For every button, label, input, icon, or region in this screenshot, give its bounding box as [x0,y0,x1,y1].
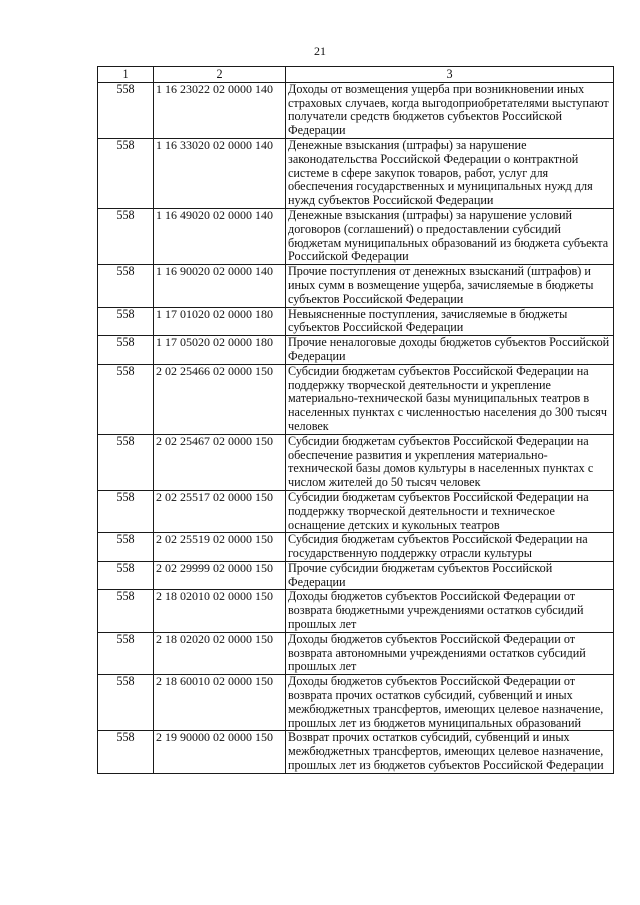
table-row [98,364,614,434]
revenue-code-cell: 1 16 23022 02 0000 140 [154,82,286,138]
table-row [98,561,614,590]
revenue-codes-table [97,66,614,774]
revenue-description-cell: Доходы бюджетов субъектов Российской Федерации от возврата автономными учреждениями остатков субсидий прошлых лет [286,632,614,674]
revenue-code-cell: 2 18 02010 02 0000 150 [154,590,286,632]
table-row [98,632,614,674]
admin-code-cell: 558 [98,364,154,434]
revenue-code-cell: 2 02 29999 02 0000 150 [154,561,286,590]
header-col-1: 1 [98,67,154,83]
revenue-description-cell: Прочие субсидии бюджетам субъектов Российской Федерации [286,561,614,590]
revenue-code-cell: 2 02 25519 02 0000 150 [154,533,286,562]
admin-code-cell: 558 [98,307,154,336]
revenue-code-cell: 1 16 33020 02 0000 140 [154,138,286,208]
revenue-description-cell: Денежные взыскания (штрафы) за нарушение условий договоров (соглашений) о предоставлении субсидий бюджетам муниципальных образований из бюджета субъекта Российской Федерации [286,208,614,264]
admin-code-cell: 558 [98,208,154,264]
table-row [98,82,614,138]
admin-code-cell: 558 [98,138,154,208]
admin-code-cell: 558 [98,675,154,731]
admin-code-cell: 558 [98,336,154,365]
admin-code-cell: 558 [98,434,154,490]
revenue-description-cell: Доходы бюджетов субъектов Российской Федерации от возврата прочих остатков субсидий, субвенций и иных межбюджетных трансфертов, имеющих целевое назначение, прошлых лет из бюджетов муниципальных образований [286,675,614,731]
table-row [98,590,614,632]
revenue-code-cell: 1 16 90020 02 0000 140 [154,265,286,307]
admin-code-cell: 558 [98,533,154,562]
table-row [98,675,614,731]
revenue-code-cell: 2 18 02020 02 0000 150 [154,632,286,674]
revenue-description-cell: Прочие поступления от денежных взысканий (штрафов) и иных сумм в возмещение ущерба, зачисляемые в бюджеты субъектов Российской Федерации [286,265,614,307]
revenue-description-cell: Субсидии бюджетам субъектов Российской Федерации на поддержку творческой деятельности и укрепление материально-технической базы муниципальных театров в населенных пунктах с численностью населения до 300 тысяч человек [286,364,614,434]
revenue-description-cell: Доходы бюджетов субъектов Российской Федерации от возврата бюджетными учреждениями остатков субсидий прошлых лет [286,590,614,632]
revenue-code-cell: 2 02 25467 02 0000 150 [154,434,286,490]
table-row [98,490,614,532]
admin-code-cell: 558 [98,731,154,773]
admin-code-cell: 558 [98,82,154,138]
revenue-code-cell: 1 17 05020 02 0000 180 [154,336,286,365]
revenue-code-cell: 1 16 49020 02 0000 140 [154,208,286,264]
revenue-description-cell: Невыясненные поступления, зачисляемые в бюджеты субъектов Российской Федерации [286,307,614,336]
revenue-description-cell: Прочие неналоговые доходы бюджетов субъектов Российской Федерации [286,336,614,365]
table-row [98,265,614,307]
revenue-description-cell: Субсидия бюджетам субъектов Российской Федерации на государственную поддержку отрасли культуры [286,533,614,562]
revenue-code-cell: 2 18 60010 02 0000 150 [154,675,286,731]
table-row [98,307,614,336]
admin-code-cell: 558 [98,490,154,532]
revenue-description-cell: Субсидии бюджетам субъектов Российской Федерации на обеспечение развития и укрепления материально-технической базы домов культуры в населенных пунктах с числом жителей до 50 тысяч человек [286,434,614,490]
table-row [98,533,614,562]
revenue-description-cell: Доходы от возмещения ущерба при возникновении иных страховых случаев, когда выгодоприобретателями выступают получатели средств бюджетов субъектов Российской Федерации [286,82,614,138]
table-row [98,208,614,264]
revenue-code-cell: 2 02 25517 02 0000 150 [154,490,286,532]
admin-code-cell: 558 [98,590,154,632]
revenue-code-cell: 2 19 90000 02 0000 150 [154,731,286,773]
table-row [98,731,614,773]
page-number: 21 [314,44,326,58]
table-body [98,82,614,773]
table-row [98,336,614,365]
revenue-description-cell: Субсидии бюджетам субъектов Российской Федерации на поддержку творческой деятельности и техническое оснащение детских и кукольных театров [286,490,614,532]
admin-code-cell: 558 [98,265,154,307]
revenue-description-cell: Денежные взыскания (штрафы) за нарушение законодательства Российской Федерации о контрактной системе в сфере закупок товаров, работ, услуг для обеспечения государственных и муниципальных нужд для нужд субъектов Российской Федерации [286,138,614,208]
table-header-row [98,67,614,83]
revenue-description-cell: Возврат прочих остатков субсидий, субвенций и иных межбюджетных трансфертов, имеющих целевое назначение, прошлых лет из бюджетов субъектов Российской Федерации [286,731,614,773]
table-row [98,434,614,490]
revenue-code-cell: 2 02 25466 02 0000 150 [154,364,286,434]
table-row [98,138,614,208]
header-col-3: 3 [286,67,614,83]
header-col-2: 2 [154,67,286,83]
admin-code-cell: 558 [98,561,154,590]
revenue-code-cell: 1 17 01020 02 0000 180 [154,307,286,336]
admin-code-cell: 558 [98,632,154,674]
